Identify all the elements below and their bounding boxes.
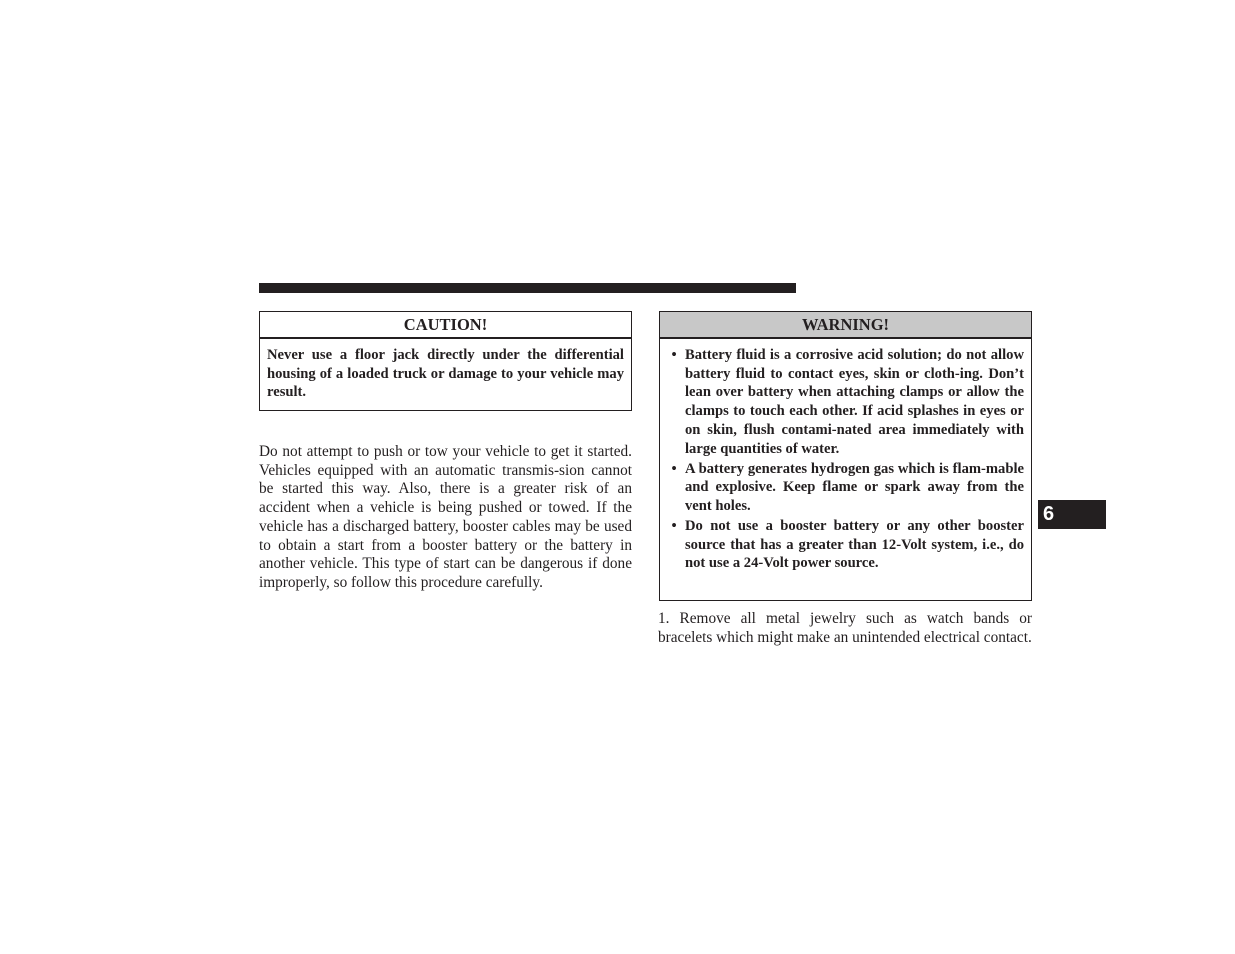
step-1-paragraph: 1. Remove all metal jewelry such as watch bands or bracelets which might make an unintended electrical contact. <box>658 610 1032 646</box>
warning-list <box>660 339 1031 573</box>
top-rule <box>259 283 796 293</box>
bullet-icon: • <box>671 347 677 363</box>
caution-text: Never use a floor jack directly under the differential housing of a loaded truck or damage to your vehicle may result. <box>267 347 624 401</box>
warning-item <box>668 346 1024 458</box>
warning-title: WARNING! <box>660 312 1031 339</box>
caution-title: CAUTION! <box>260 312 631 339</box>
warning-item-text: Battery fluid is a corrosive acid solution; do not allow battery fluid to contact eyes, skin or cloth-ing. Don’t lean over battery when attaching clamps or allow the clamps to touch each other. If acid splashes in eyes or on skin, flush contami-nated area immediately with large quantities of water. <box>685 347 1024 457</box>
warning-item <box>668 460 1024 516</box>
bullet-icon: • <box>671 460 677 477</box>
caution-box <box>259 311 632 411</box>
intro-paragraph: Do not attempt to push or tow your vehicle to get it started. Vehicles equipped with an automatic transmis-sion cannot be started this way. Also, there is a greater risk of an accident when a vehicle is being pushed or towed. If the vehicle has a discharged battery, booster cables may be used to obtain a start from a booster battery or the battery in another vehicle. This type of start can be dangerous if done improperly, so follow this procedure carefully. <box>259 443 632 591</box>
warning-item-text: Do not use a booster battery or any other booster source that has a greater than 12-Volt system, i.e., do not use a 24-Volt power source. <box>685 517 1024 572</box>
section-tab: 6 <box>1038 500 1106 529</box>
warning-item-text: A battery generates hydrogen gas which is flam-mable and explosive. Keep flame or spark away from the vent holes. <box>685 460 1024 514</box>
warning-box <box>659 311 1032 601</box>
warning-item <box>668 517 1024 573</box>
bullet-icon: • <box>671 517 677 534</box>
